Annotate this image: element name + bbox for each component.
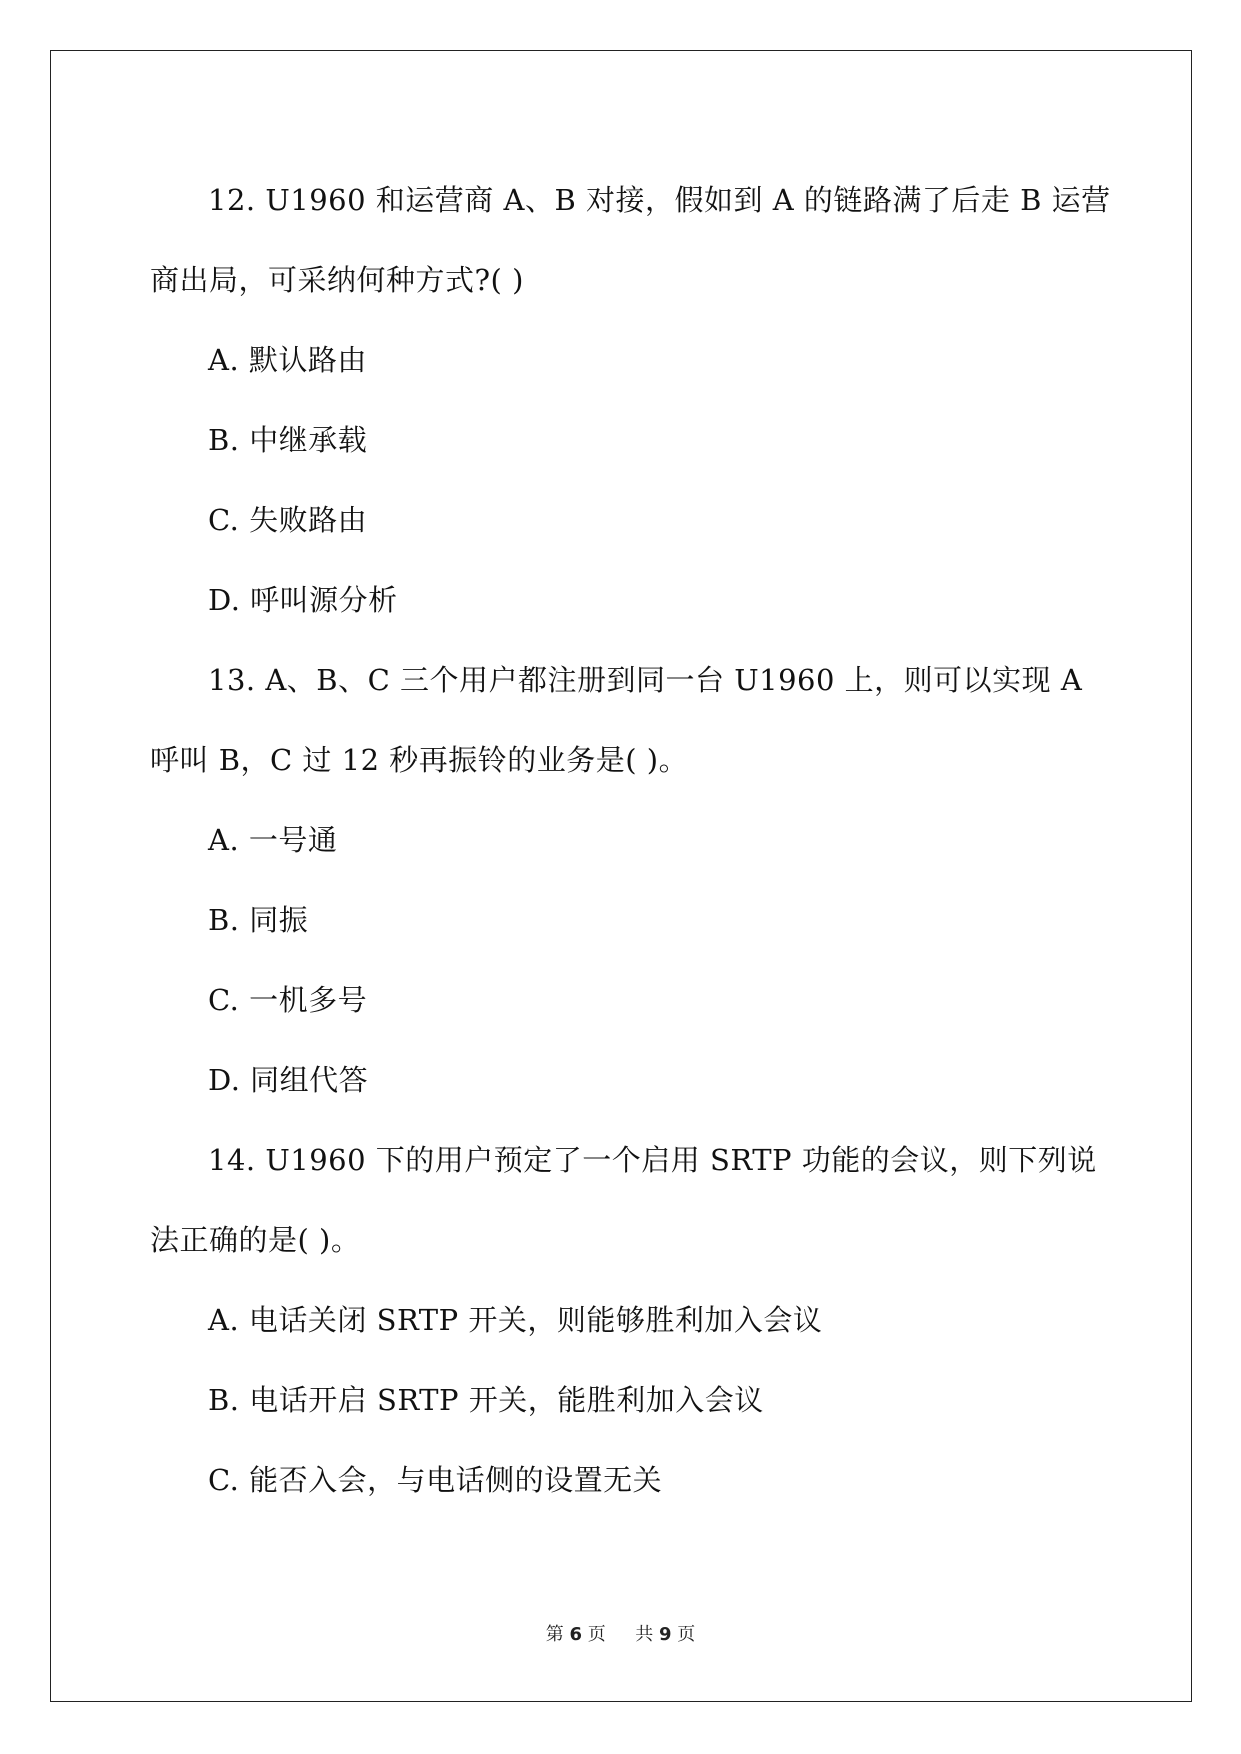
page-footer bbox=[0, 1620, 1241, 1646]
question-12-line-1: 12. U1960 和运营商 A、B 对接，假如到 A 的链路满了后走 B 运营 bbox=[208, 183, 1111, 217]
question-14-option-b: B. 电话开启 SRTP 开关，能胜利加入会议 bbox=[208, 1383, 764, 1417]
question-14-option-a: A. 电话关闭 SRTP 开关，则能够胜利加入会议 bbox=[208, 1303, 823, 1337]
document-body bbox=[150, 160, 1111, 1520]
footer-prefix: 第 bbox=[545, 1624, 564, 1645]
question-12-option-c: C. 失败路由 bbox=[208, 503, 368, 537]
question-12-option-d: D. 呼叫源分析 bbox=[208, 583, 398, 617]
question-13-option-a: A. 一号通 bbox=[208, 823, 338, 857]
question-14-option-c: C. 能否入会，与电话侧的设置无关 bbox=[208, 1463, 663, 1497]
question-13-line-2: 呼叫 B，C 过 12 秒再振铃的业务是( )。 bbox=[150, 743, 689, 777]
footer-total-prefix: 共 bbox=[635, 1624, 654, 1645]
question-12-line-2: 商出局，可采纳何种方式?( ) bbox=[150, 263, 524, 297]
total-page-number: 9 bbox=[658, 1624, 672, 1645]
question-13-option-b: B. 同振 bbox=[208, 903, 309, 937]
footer-total-suffix: 页 bbox=[677, 1624, 696, 1645]
question-12-option-a: A. 默认路由 bbox=[208, 343, 367, 377]
question-13-option-d: D. 同组代答 bbox=[208, 1063, 369, 1097]
question-14-line-1: 14. U1960 下的用户预定了一个启用 SRTP 功能的会议，则下列说 bbox=[208, 1143, 1097, 1177]
question-13-option-c: C. 一机多号 bbox=[208, 983, 368, 1017]
question-13-line-1: 13. A、B、C 三个用户都注册到同一台 U1960 上，则可以实现 A bbox=[208, 663, 1083, 697]
footer-page-suffix: 页 bbox=[587, 1624, 606, 1645]
current-page-number: 6 bbox=[569, 1624, 583, 1645]
question-12-option-b: B. 中继承载 bbox=[208, 423, 368, 457]
question-14-line-2: 法正确的是( )。 bbox=[150, 1223, 361, 1257]
